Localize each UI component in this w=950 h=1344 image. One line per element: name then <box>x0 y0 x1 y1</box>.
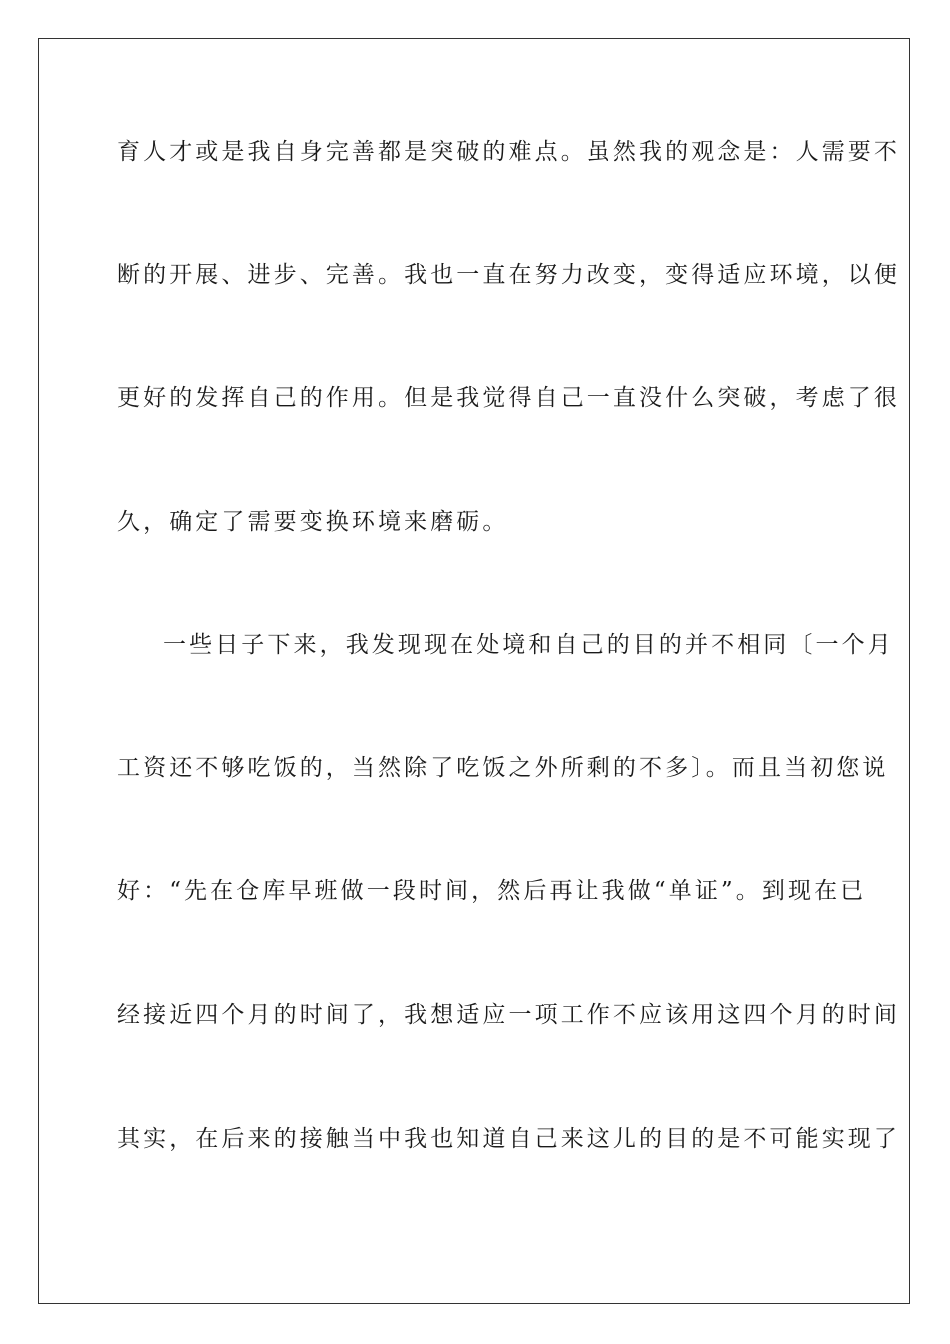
body-text-line: 更好的发挥自己的作用。但是我觉得自己一直没什么突破，考虑了很 <box>117 385 900 411</box>
paragraph-first-line: 一些日子下来，我发现现在处境和自己的目的并不相同〔一个月 <box>163 632 894 658</box>
body-text-line: 好：“先在仓库早班做一段时间，然后再让我做“单证”。到现在已 <box>117 878 867 904</box>
body-text-line: 工资还不够吃饭的，当然除了吃饭之外所剩的不多〕。而且当初您说 <box>117 755 889 781</box>
page-border <box>38 38 910 1304</box>
body-text-line: 断的开展、进步、完善。我也一直在努力改变，变得适应环境，以便 <box>117 262 900 288</box>
body-text-line: 育人才或是我自身完善都是突破的难点。虽然我的观念是：人需要不 <box>117 139 900 165</box>
body-text-line: 经接近四个月的时间了，我想适应一项工作不应该用这四个月的时间 <box>117 1002 900 1028</box>
body-text-line: 其实，在后来的接触当中我也知道自己来这儿的目的是不可能实现了 <box>117 1126 900 1152</box>
body-text-line: 久，确定了需要变换环境来磨砺。 <box>117 509 509 535</box>
